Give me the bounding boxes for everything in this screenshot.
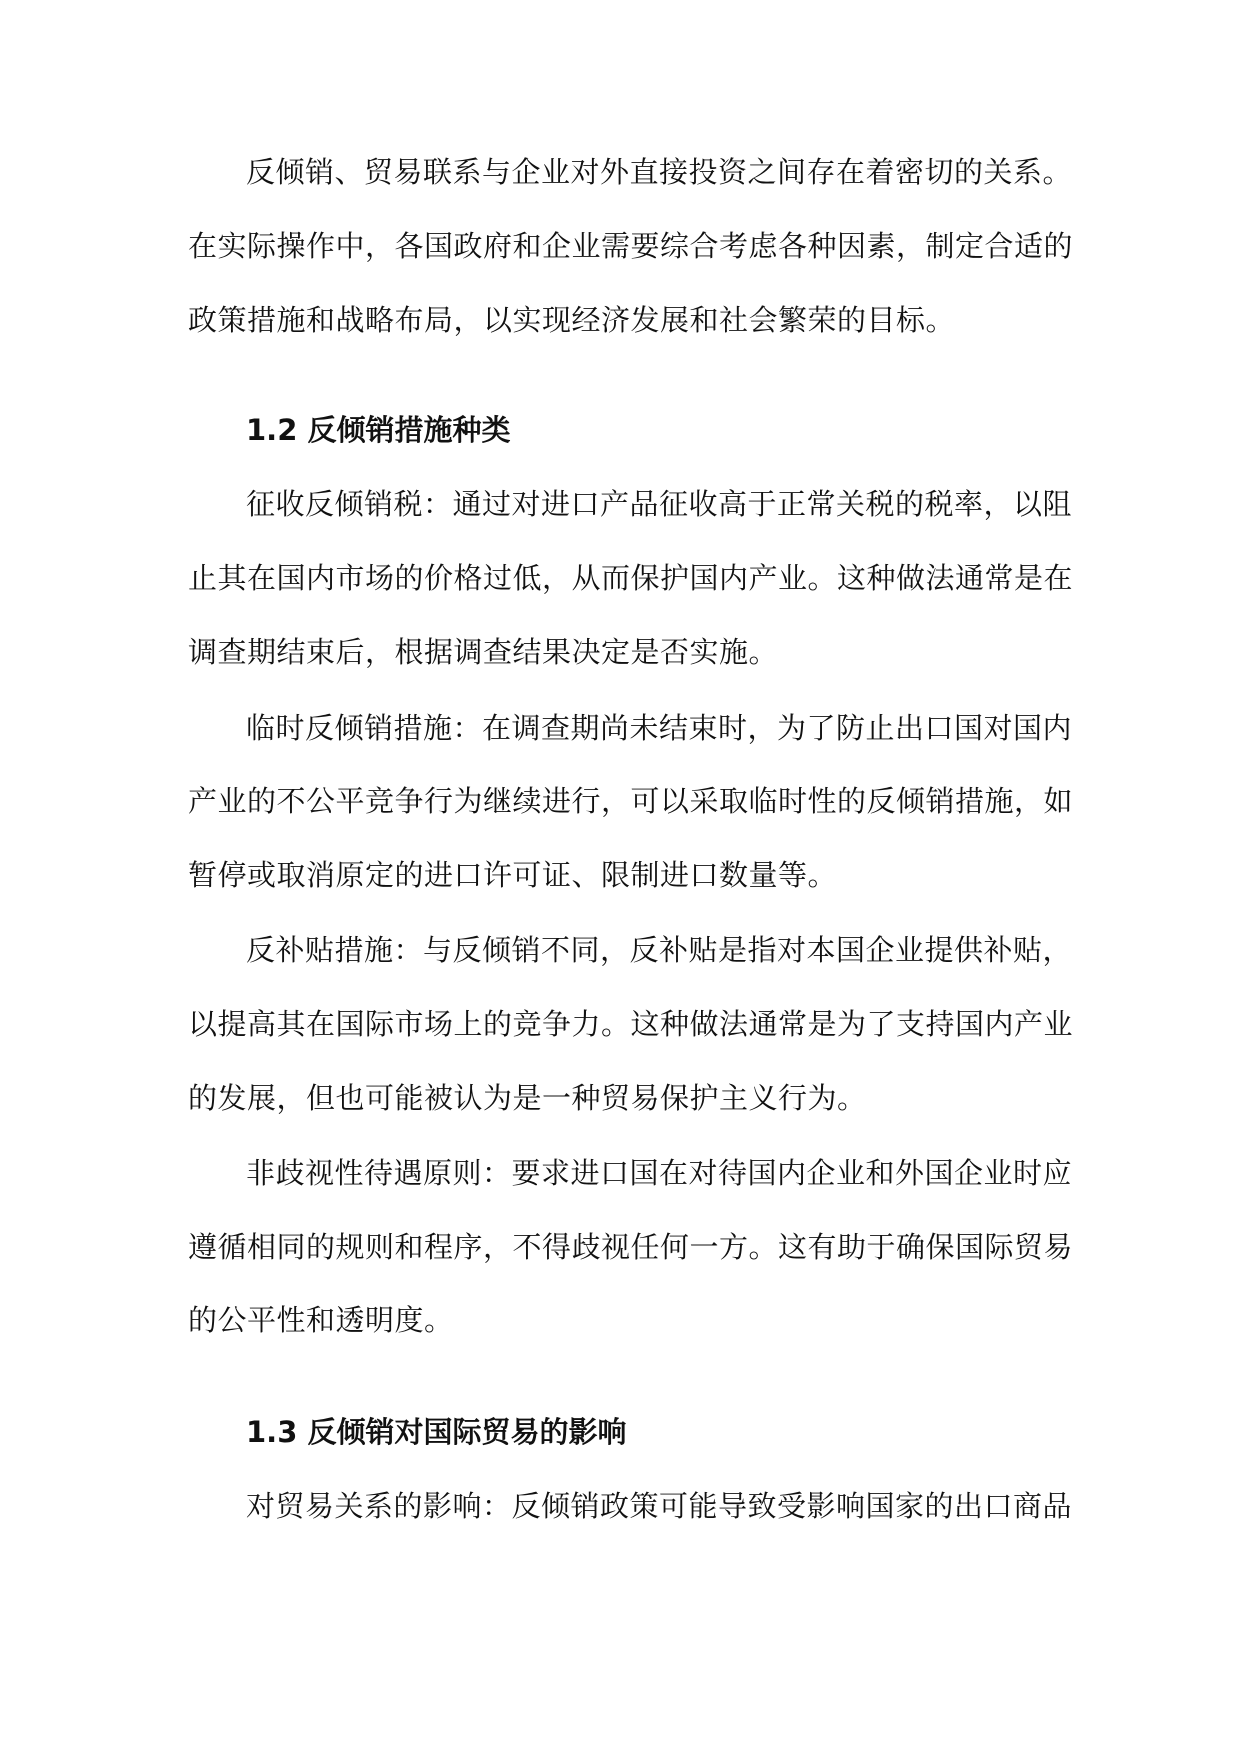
paragraph-line: 临时反倾销措施：在调查期尚未结束时，为了防止出口国对国内	[246, 711, 1073, 745]
paragraph-line: 产业的不公平竞争行为继续进行，可以采取临时性的反倾销措施，如	[188, 784, 1074, 818]
paragraph-line: 的发展，但也可能被认为是一种贸易保护主义行为。	[188, 1081, 867, 1115]
section-heading-1-3: 1.3 反倾销对国际贸易的影响	[246, 1415, 627, 1449]
paragraph-line: 对贸易关系的影响：反倾销政策可能导致受影响国家的出口商品	[246, 1489, 1073, 1523]
paragraph-line: 反倾销、贸易联系与企业对外直接投资之间存在着密切的关系。	[246, 155, 1073, 189]
section-heading-1-2: 1.2 反倾销措施种类	[246, 413, 511, 447]
paragraph-line: 反补贴措施：与反倾销不同，反补贴是指对本国企业提供补贴，	[246, 933, 1073, 967]
paragraph-line: 征收反倾销税：通过对进口产品征收高于正常关税的税率，以阻	[246, 487, 1073, 521]
paragraph-line: 以提高其在国际市场上的竞争力。这种做法通常是为了支持国内产业	[188, 1007, 1074, 1041]
paragraph-line: 暂停或取消原定的进口许可证、限制进口数量等。	[188, 858, 838, 892]
paragraph-line: 的公平性和透明度。	[188, 1303, 454, 1337]
paragraph-line: 政策措施和战略布局，以实现经济发展和社会繁荣的目标。	[188, 303, 956, 337]
paragraph-line: 止其在国内市场的价格过低，从而保护国内产业。这种做法通常是在	[188, 561, 1074, 595]
paragraph-line: 非歧视性待遇原则：要求进口国在对待国内企业和外国企业时应	[246, 1156, 1073, 1190]
paragraph-line: 在实际操作中，各国政府和企业需要综合考虑各种因素，制定合适的	[188, 229, 1074, 263]
paragraph-line: 遵循相同的规则和程序，不得歧视任何一方。这有助于确保国际贸易	[188, 1230, 1074, 1264]
paragraph-line: 调查期结束后，根据调查结果决定是否实施。	[188, 635, 779, 669]
